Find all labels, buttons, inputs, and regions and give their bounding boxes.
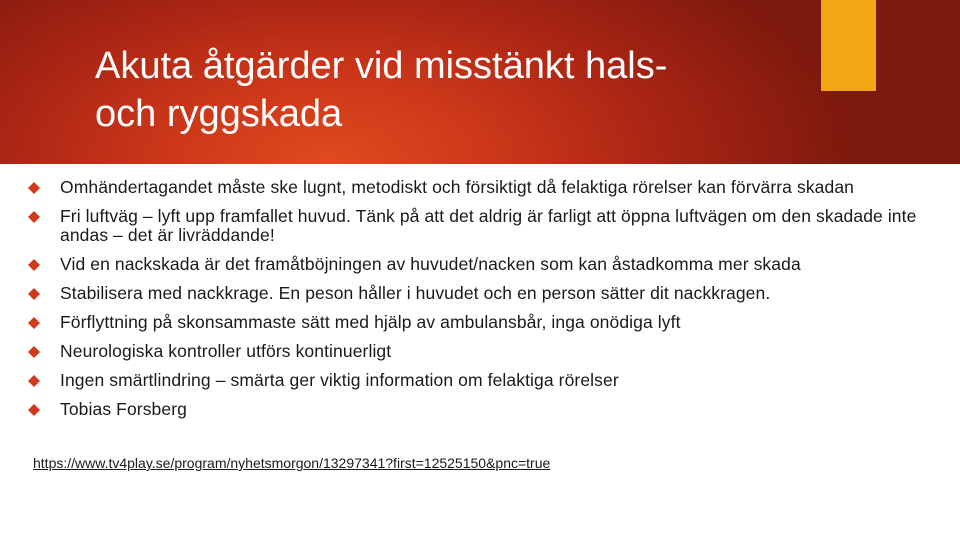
bullet-text: Tobias Forsberg (60, 399, 187, 419)
bullet-text: Förflyttning på skonsammaste sätt med hjälp av ambulansbår, inga onödiga lyft (60, 312, 681, 332)
diamond-bullet-icon (28, 346, 40, 358)
bullet-item (28, 371, 928, 390)
bullet-item (28, 313, 928, 332)
bullet-item (28, 400, 928, 419)
bullet-item (28, 284, 928, 303)
bullet-text: Stabilisera med nackkrage. En peson håller i huvudet och en person sätter dit nackkragen. (60, 283, 771, 303)
bullet-item (28, 178, 928, 197)
video-link[interactable]: https://www.tv4play.se/program/nyhetsmorgon/13297341?first=12525150&pnc=true (33, 455, 551, 471)
diamond-bullet-icon (28, 317, 40, 329)
bullet-item (28, 342, 928, 361)
bullet-item (28, 207, 928, 245)
title-banner (0, 0, 960, 164)
bullet-text: Neurologiska kontroller utförs kontinuerligt (60, 341, 392, 361)
bullet-text: Fri luftväg – lyft upp framfallet huvud. Tänk på att det aldrig är farligt att öppna luftvägen om den skadade inte andas – det är livräddande! (60, 206, 917, 245)
bullet-text: Ingen smärtlindring – smärta ger viktig information om felaktiga rörelser (60, 370, 619, 390)
diamond-bullet-icon (28, 375, 40, 387)
diamond-bullet-icon (28, 211, 40, 223)
bullet-text: Omhändertagandet måste ske lugnt, metodiskt och försiktigt då felaktiga rörelser kan förvärra skadan (60, 177, 855, 197)
bullet-list (28, 178, 928, 419)
diamond-bullet-icon (28, 404, 40, 416)
bullet-text: Vid en nackskada är det framåtböjningen av huvudet/nacken som kan åstadkomma mer skada (60, 254, 801, 274)
diamond-bullet-icon (28, 259, 40, 271)
diamond-bullet-icon (28, 288, 40, 300)
diamond-bullet-icon (28, 182, 40, 194)
bullet-item (28, 255, 928, 274)
slide-title: Akuta åtgärder vid misstänkt hals- och ryggskada (95, 45, 668, 135)
accent-box (821, 0, 876, 91)
